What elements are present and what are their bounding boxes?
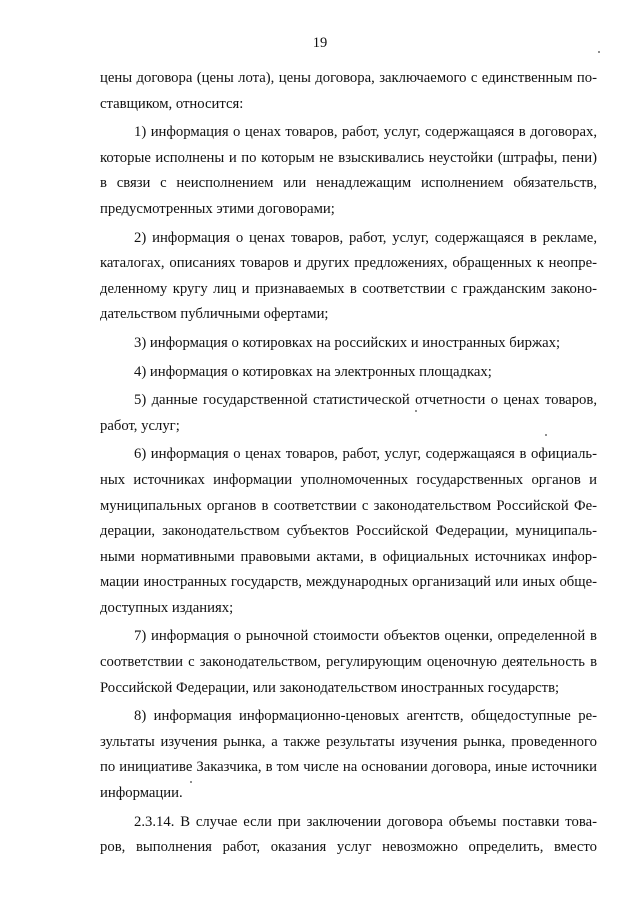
paragraph-item-3 [100,331,597,357]
text-line: 2.3.14. В случае если при заключении договора объемы поставки това- [134,813,597,830]
paragraph-item-8 [100,704,597,806]
page-number: 19 [312,35,328,51]
text-line: 8) информация информационно-ценовых агентств, общедоступные ре- [134,708,597,725]
text-line: которые исполнены и по которым не взыскивались неустойки (штрафы, пени) [100,149,597,166]
text-line: 6) информация о ценах товаров, работ, услуг, содержащаяся в официаль- [134,446,597,463]
text-line: деленному кругу лиц и признаваемых в соответствии с гражданским законо- [100,280,597,297]
text-line: цены договора (цены лота), цены договора, заключаемого с единственным по- [100,70,597,86]
text-line: ров, выполнения работ, оказания услуг невозможно определить, вместо [100,839,597,856]
paragraph-item-6 [100,442,597,621]
text-line: в связи с неисполнением или ненадлежащим исполнением обязательств, [100,175,597,192]
text-line: по инициативе Заказчика, в том числе на основании договора, иные источники [100,759,597,776]
text-line: соответствии с законодательством, регулирующим оценочную деятельность в [100,654,597,671]
text-line: Российской Федерации, или законодательством иностранных государств; [100,679,560,696]
scan-speck [598,51,600,53]
scan-speck [415,410,417,412]
text-line: зультаты изучения рынка, а также результаты изучения рынка, проведенного [100,733,597,750]
text-line: дательством публичными офертами; [100,306,329,323]
text-line: доступных изданиях; [100,599,234,616]
paragraph-item-7 [100,624,597,701]
text-line: 7) информация о рыночной стоимости объектов оценки, определенной в [134,628,597,645]
text-line: 4) информация о котировках на электронных площадках; [134,363,492,380]
paragraph-item-2 [100,226,597,328]
text-line: ставщиком, относится: [100,95,244,112]
text-line: ных источниках информации уполномоченных государственных органов и [100,471,597,488]
paragraph-clause-2-3-14 [100,810,597,861]
paragraph-item-4 [100,360,597,386]
text-line: 3) информация о котировках на российских и иностранных биржах; [134,334,561,351]
paragraph-intro [100,66,597,117]
text-line: мации иностранных государств, международных организаций или иных обще- [100,574,597,591]
text-line: 2) информация о ценах товаров, работ, услуг, содержащаяся в рекламе, [134,229,597,246]
text-line: 1) информация о ценах товаров, работ, услуг, содержащаяся в договорах, [134,124,597,141]
scan-speck [545,434,547,436]
text-line: каталогах, описаниях товаров и других предложениях, обращенных к неопре- [100,255,597,272]
text-line: предусмотренных этими договорами; [100,200,335,217]
text-line: 5) данные государственной статистической отчетности о ценах товаров, [134,392,597,409]
paragraph-item-5 [100,388,597,439]
scan-speck [190,781,192,783]
document-body [100,66,597,861]
text-line: ными нормативными правовыми актами, в официальных источниках инфор- [100,548,597,565]
text-line: муниципальных органов в соответствии с законодательством Российской Фе- [100,497,597,514]
text-line: работ, услуг; [100,417,180,434]
paragraph-item-1 [100,120,597,222]
text-line: информации. [100,785,183,802]
text-line: дерации, законодательством субъектов Российской Федерации, муниципаль- [100,523,597,540]
